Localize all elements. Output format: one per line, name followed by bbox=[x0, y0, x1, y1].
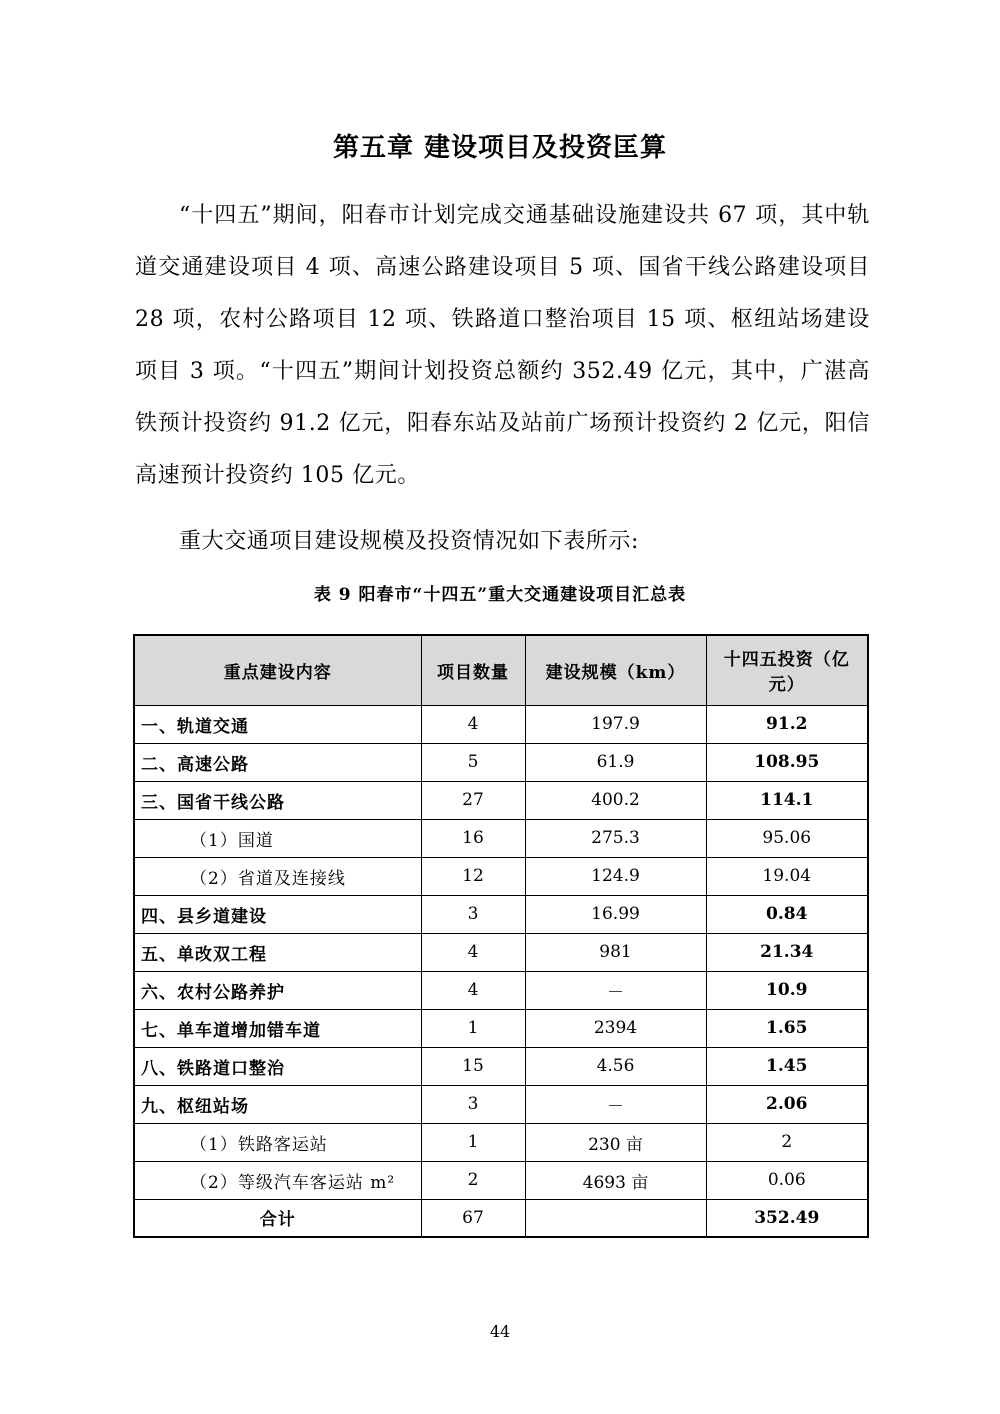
row-count: 1 bbox=[421, 1009, 525, 1047]
row-name: 九、枢纽站场 bbox=[134, 1085, 421, 1123]
total-investment: 352.49 bbox=[706, 1199, 868, 1237]
paragraph-project-overview: “十四五”期间，阳春市计划完成交通基础设施建设共 67 项，其中轨道交通建设项目 4 项、高速公路建设项目 5 项、国省干线公路建设项目 28 项，农村公路项目 12 项、铁路道口整治项目 15 项、枢纽站场建设项目 3 项。“十四五”期间计划投资总额约 352.49 亿元，其中，广湛高铁预计投资约 91.2 亿元，阳春东站及站前广场预计投资约 2 亿元，阳信高速预计投资约 105 亿元。 bbox=[135, 203, 870, 488]
row-count: 4 bbox=[421, 705, 525, 743]
row-scale: 4.56 bbox=[525, 1047, 706, 1085]
row-name: （2）等级汽车客运站 m² bbox=[134, 1161, 421, 1199]
row-count: 15 bbox=[421, 1047, 525, 1085]
row-name: 二、高速公路 bbox=[134, 743, 421, 781]
row-investment: 0.84 bbox=[706, 895, 868, 933]
row-scale: 981 bbox=[525, 933, 706, 971]
row-scale: 61.9 bbox=[525, 743, 706, 781]
row-name: （2）省道及连接线 bbox=[134, 857, 421, 895]
row-investment: 108.95 bbox=[706, 743, 868, 781]
row-count: 27 bbox=[421, 781, 525, 819]
table-row bbox=[134, 1047, 868, 1085]
row-scale: － bbox=[525, 971, 706, 1009]
page-number: 44 bbox=[489, 1322, 511, 1341]
row-count: 4 bbox=[421, 933, 525, 971]
table-row bbox=[134, 857, 868, 895]
row-name: 七、单车道增加错车道 bbox=[134, 1009, 421, 1047]
row-scale: 124.9 bbox=[525, 857, 706, 895]
total-scale bbox=[525, 1199, 706, 1237]
chapter-title: 第五章 建设项目及投资匡算 bbox=[332, 133, 668, 163]
header-content: 重点建设内容 bbox=[134, 635, 421, 705]
row-scale: 400.2 bbox=[525, 781, 706, 819]
row-scale: 4693 亩 bbox=[525, 1161, 706, 1199]
table-row bbox=[134, 895, 868, 933]
row-count: 4 bbox=[421, 971, 525, 1009]
row-count: 1 bbox=[421, 1123, 525, 1161]
row-name: 一、轨道交通 bbox=[134, 705, 421, 743]
total-label: 合计 bbox=[134, 1199, 421, 1237]
row-scale: 16.99 bbox=[525, 895, 706, 933]
row-investment: 21.34 bbox=[706, 933, 868, 971]
paragraph-table-intro: 重大交通项目建设规模及投资情况如下表所示: bbox=[179, 529, 640, 554]
row-name: 六、农村公路养护 bbox=[134, 971, 421, 1009]
table-row bbox=[134, 1009, 868, 1047]
table-row bbox=[134, 971, 868, 1009]
table-row bbox=[134, 933, 868, 971]
table-row bbox=[134, 819, 868, 857]
row-count: 12 bbox=[421, 857, 525, 895]
project-summary-table bbox=[133, 634, 869, 1238]
header-scale: 建设规模（km） bbox=[525, 635, 706, 705]
row-investment: 0.06 bbox=[706, 1161, 868, 1199]
table-header-row bbox=[134, 635, 868, 705]
table-row bbox=[134, 781, 868, 819]
row-count: 5 bbox=[421, 743, 525, 781]
row-scale: 230 亩 bbox=[525, 1123, 706, 1161]
row-investment: 1.65 bbox=[706, 1009, 868, 1047]
total-count: 67 bbox=[421, 1199, 525, 1237]
row-count: 3 bbox=[421, 895, 525, 933]
row-count: 2 bbox=[421, 1161, 525, 1199]
row-investment: 91.2 bbox=[706, 705, 868, 743]
table-total-row bbox=[134, 1199, 868, 1237]
row-scale: 2394 bbox=[525, 1009, 706, 1047]
table-row bbox=[134, 705, 868, 743]
header-count: 项目数量 bbox=[421, 635, 525, 705]
row-scale: 197.9 bbox=[525, 705, 706, 743]
table-row bbox=[134, 1161, 868, 1199]
row-investment: 2 bbox=[706, 1123, 868, 1161]
row-investment: 2.06 bbox=[706, 1085, 868, 1123]
row-investment: 10.9 bbox=[706, 971, 868, 1009]
row-count: 3 bbox=[421, 1085, 525, 1123]
row-investment: 95.06 bbox=[706, 819, 868, 857]
table-row bbox=[134, 1123, 868, 1161]
row-name: （1）铁路客运站 bbox=[134, 1123, 421, 1161]
row-investment: 114.1 bbox=[706, 781, 868, 819]
row-name: 八、铁路道口整治 bbox=[134, 1047, 421, 1085]
row-investment: 1.45 bbox=[706, 1047, 868, 1085]
row-investment: 19.04 bbox=[706, 857, 868, 895]
row-count: 16 bbox=[421, 819, 525, 857]
table-row bbox=[134, 743, 868, 781]
header-investment: 十四五投资（亿元） bbox=[706, 635, 868, 705]
table-caption: 表 9 阳春市“十四五”重大交通建设项目汇总表 bbox=[313, 585, 687, 605]
row-name: 三、国省干线公路 bbox=[134, 781, 421, 819]
row-scale: 275.3 bbox=[525, 819, 706, 857]
row-name: 五、单改双工程 bbox=[134, 933, 421, 971]
table-row bbox=[134, 1085, 868, 1123]
row-name: （1）国道 bbox=[134, 819, 421, 857]
row-name: 四、县乡道建设 bbox=[134, 895, 421, 933]
row-scale: － bbox=[525, 1085, 706, 1123]
